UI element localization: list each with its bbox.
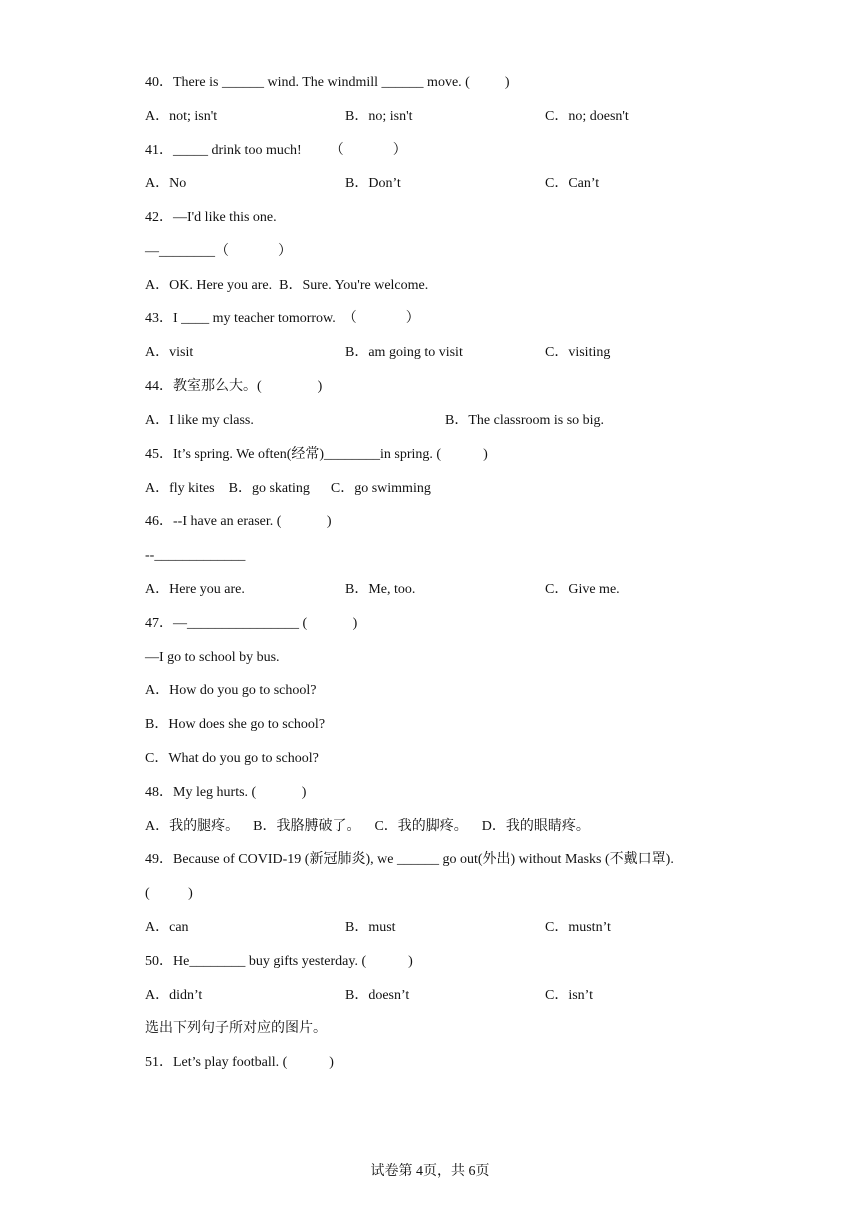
page-footer: 试卷第 4页，共 6页: [370, 1164, 490, 1179]
question-49-paren: ( ): [145, 886, 193, 901]
option-40-b: B．no; isn't: [345, 109, 413, 124]
question-46: 46．--I have an eraser. ( ): [145, 514, 332, 529]
option-50-a: A．didn’t: [145, 988, 203, 1003]
option-49-a: A．can: [145, 920, 189, 935]
question-40: 40．There is ______ wind. The windmill ______ move. ( ): [145, 75, 510, 90]
option-50-c: C．isn’t: [545, 988, 593, 1003]
question-44: 44．教室那么大。( ): [145, 379, 323, 394]
question-49: 49．Because of COVID-19 (新冠肺炎), we ______ go out(外出) without Masks (不戴口罩).: [145, 852, 674, 867]
option-40-a: A．not; isn't: [145, 109, 218, 124]
question-46-blank: --_____________: [145, 548, 246, 563]
option-44-a: A．I like my class.: [145, 413, 254, 428]
question-47-reply: —I go to school by bus.: [145, 650, 280, 665]
question-47: 47．—________________ ( ): [145, 616, 358, 631]
question-43: 43．I ____ my teacher tomorrow. （ ）: [145, 311, 420, 326]
option-47-a: A．How do you go to school?: [145, 683, 317, 698]
option-44-b: B．The classroom is so big.: [445, 413, 605, 428]
option-43-b: B．am going to visit: [345, 345, 463, 360]
question-45: 45．It’s spring. We often(经常)________in spring. ( ): [145, 447, 488, 462]
option-47-b: B．How does she go to school?: [145, 717, 326, 732]
options-42: A．OK. Here you are. B．Sure. You're welcome.: [145, 278, 429, 293]
option-46-c: C．Give me.: [545, 582, 620, 597]
option-49-b: B．must: [345, 920, 396, 935]
option-50-b: B．doesn’t: [345, 988, 410, 1003]
option-43-a: A．visit: [145, 345, 194, 360]
question-42-blank: —________（ ）: [145, 244, 292, 259]
question-48: 48．My leg hurts. ( ): [145, 785, 307, 800]
question-41: 41．_____ drink too much! （ ）: [145, 143, 407, 158]
question-51: 51．Let’s play football. ( ): [145, 1055, 334, 1070]
option-40-c: C．no; doesn't: [545, 109, 629, 124]
option-46-a: A．Here you are.: [145, 582, 245, 597]
option-41-b: B．Don’t: [345, 176, 401, 191]
section-instruction: 选出下列句子所对应的图片。: [145, 1021, 327, 1036]
question-50: 50．He________ buy gifts yesterday. ( ): [145, 954, 413, 969]
option-47-c: C．What do you go to school?: [145, 751, 319, 766]
options-45: A．fly kites B．go skating C．go swimming: [145, 481, 431, 496]
question-42: 42．—I'd like this one.: [145, 210, 277, 225]
option-46-b: B．Me, too.: [345, 582, 416, 597]
option-49-c: C．mustn’t: [545, 920, 611, 935]
option-41-a: A．No: [145, 176, 187, 191]
options-48: A．我的腿疼。 B．我胳膊破了。 C．我的脚疼。 D．我的眼睛疼。: [145, 819, 590, 834]
option-43-c: C．visiting: [545, 345, 611, 360]
option-41-c: C．Can’t: [545, 176, 600, 191]
